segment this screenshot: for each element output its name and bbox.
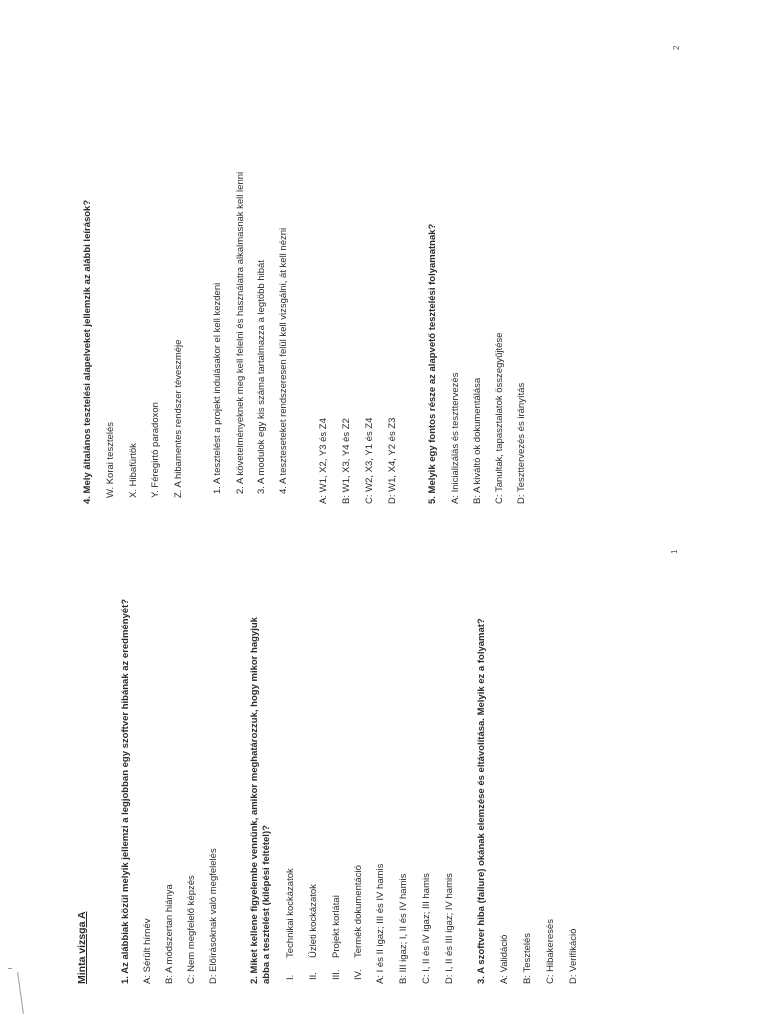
q2-item-number: IV. xyxy=(353,969,364,980)
q2-item-number: II. xyxy=(308,972,319,980)
question-2-text-line-1: 2. Miket kellene figyelembe vennünk, amikor meghatározzuk, hogy mikor hagyjuk xyxy=(249,617,260,984)
q4-option-c: C: W2, X3, Y1 és Z4 xyxy=(364,417,375,504)
q2-option-c: C: I, II és IV igaz; III hamis xyxy=(421,873,432,984)
q4-statement: 2. A követelményeknek meg kell felelni és használatra alkalmasnak kell lenni xyxy=(235,171,246,494)
q4-principle: X. Hibafürtök xyxy=(128,443,139,498)
q2-item-text: Projekt korlátai xyxy=(331,895,342,958)
page-number: 1 xyxy=(670,549,679,554)
q3-option-d: D: Verifikáció xyxy=(568,928,579,984)
q5-option-a: A: Inicializálás és teszttervezés xyxy=(450,372,461,504)
q4-statement: 1. A tesztelést a projekt indulásakor el kell kezdeni xyxy=(212,282,223,494)
q2-item-text: Termék dokumentáció xyxy=(353,865,364,958)
q4-principle: Y. Féregirtó paradoxon xyxy=(150,402,161,498)
q4-principle: W. Korai tesztelés xyxy=(105,421,116,498)
q3-option-c: C: Hibakeresés xyxy=(545,919,556,984)
q3-option-a: A: Validáció xyxy=(499,934,510,984)
q4-principle: Z. A hibamentes rendszer téveszméje xyxy=(173,339,184,498)
q4-option-a: A: W1, X2, Y3 és Z4 xyxy=(318,418,329,504)
q4-statement: 4. A teszteseteket rendszeresen felül kell vizsgálni, át kell nézni xyxy=(278,227,289,494)
question-2-text-line-2: abba a tesztelést (kilépési feltétel)? xyxy=(261,825,272,984)
q2-item-text: Technikai kockázatok xyxy=(285,868,296,958)
q4-option-d: D: W1, X4, Y2 és Z3 xyxy=(387,417,398,504)
q2-item-number: I. xyxy=(285,974,296,980)
q2-option-a: A: I és II igaz; III és IV hamis xyxy=(375,863,386,984)
q3-option-b: B: Tesztelés xyxy=(522,932,533,984)
q2-option-b: B: III igaz; I, II és IV hamis xyxy=(398,873,409,984)
question-5-text: 5. Melyik egy fontos része az alapvető tesztelési folyamatnak? xyxy=(427,223,438,504)
question-4-text: 4. Mely általános tesztelési alapelveket jellemzik az alábbi leírások? xyxy=(82,199,93,504)
q5-option-b: B: A kiváltó ok dokumentálása xyxy=(472,377,483,504)
question-3-text: 3. A szoftver hiba (failure) okának elemzése és eltávolítása. Melyik ez a folyamat? xyxy=(476,618,487,984)
page-number: 2 xyxy=(672,45,681,50)
q2-item-text: Üzleti kockázatok xyxy=(308,884,319,958)
q4-option-b: B: W1, X3, Y4 és Z2 xyxy=(341,418,352,504)
q1-option-a: A: Sérült hírnév xyxy=(142,918,153,984)
q4-statement: 3. A modulok egy kis száma tartalmazza a legtöbb hibát xyxy=(256,260,267,494)
exam-title: Minta vizsga A xyxy=(76,911,88,984)
q2-option-d: D: I, II és III igaz; IV hamis xyxy=(444,873,455,984)
q5-option-c: C: Tanultak, tapasztalatok összegyűjtése xyxy=(494,332,505,504)
q5-option-d: D: Teszttervezés és irányítás xyxy=(516,382,527,504)
q1-option-c: C: Nem megfelelő képzés xyxy=(186,875,197,984)
q1-option-d: D: Előírásoknak való megfelelés xyxy=(208,848,219,984)
question-1-text: 1. Az alábbiak közül melyik jellemzi a legjobban egy szoftver hibának az eredményét? xyxy=(120,598,131,984)
q1-option-b: B: A módszertan hiánya xyxy=(164,884,175,984)
q2-item-number: III. xyxy=(331,969,342,980)
